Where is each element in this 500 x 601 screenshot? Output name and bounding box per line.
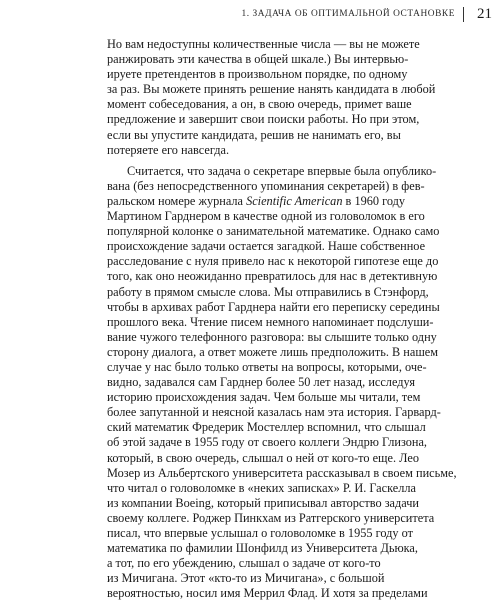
paragraph bbox=[107, 37, 436, 158]
text-line: своему коллеге. Роджер Пинкхам из Ратгерского университета bbox=[107, 510, 435, 525]
text-line: видно, задавался сам Гарднер более 50 лет назад, исследуя bbox=[107, 375, 415, 390]
text-line: предложение и завершит свои поиски работы. Но при этом, bbox=[107, 112, 420, 127]
text-line: который, в свою очередь, слышал о ней от кого-то еще. Лео bbox=[107, 450, 419, 465]
text-line: более запутанной и неясной казалась нам эта история. Гарвард- bbox=[107, 405, 441, 420]
text-line: Мозер из Альбертского университета рассказывал в своем письме, bbox=[107, 465, 457, 480]
text-line: а тот, по его убеждению, слышал о задаче от кого-то bbox=[107, 556, 381, 571]
text-line: ранжировать эти качества в общей шкале.) Вы интервью- bbox=[107, 52, 409, 67]
body-text bbox=[107, 37, 457, 601]
running-header bbox=[100, 3, 492, 25]
text-line: момент собеседования, а он, в свою очередь, примет ваше bbox=[107, 97, 412, 112]
text-line: писал, что впервые услышал о головоломке в 1955 году от bbox=[107, 526, 413, 540]
text-line: историю происхождения задач. Чем больше мы читали, тем bbox=[107, 390, 421, 405]
text-line: сторону диалога, а ответ можете лишь предположить. В нашем bbox=[107, 344, 439, 359]
text-line: потеряете его навсегда. bbox=[107, 142, 230, 157]
text-line: вание чужого телефонного разговора: вы слышите только одну bbox=[107, 329, 437, 344]
text-line: вероятностью, носил имя Меррил Флад. И хотя за пределами bbox=[107, 586, 428, 601]
text-line: ральском номере журнала Scientific American в 1960 году bbox=[107, 193, 406, 208]
text-line: вана (без непосредственного упоминания секретарей) в фев- bbox=[107, 178, 425, 193]
text-line: что читал о головоломке в «неких записках» Р. И. Гаскелла bbox=[107, 480, 416, 495]
text-line: прошлого века. Чтение писем немного напоминает подслуши- bbox=[107, 314, 434, 329]
magazine-title: Scientific American bbox=[246, 193, 343, 208]
text-line: Считается, что задача о секретаре впервые была опублико- bbox=[127, 163, 437, 178]
text-line: случае у нас было только ответы на вопросы, которыми, оче- bbox=[107, 359, 427, 374]
text-line: чтобы в архивах работ Гарднера найти его переписку середины bbox=[107, 299, 440, 314]
text-line: популярной колонке о занимательной математике. Однако само bbox=[107, 224, 440, 239]
text-line: математика по фамилии Шонфилд из Университета Дьюка, bbox=[107, 541, 418, 556]
text-line: из компании Boeing, который приписывал авторство задачи bbox=[107, 495, 420, 510]
text-line: расследование с нуля привело нас к некоторой гипотезе еще до bbox=[107, 254, 439, 269]
text-line: за раз. Вы можете принять решение нанять кандидата в любой bbox=[107, 82, 436, 97]
text-line: того, как оно неожиданно превратилось для нас в детективную bbox=[107, 269, 438, 284]
text-line: происхождение задачи остается загадкой. Наше собственное bbox=[107, 239, 426, 254]
text-line: работу в прямом смысле слова. Мы отправились в Стэнфорд, bbox=[107, 284, 429, 299]
text-line: ский математик Фредерик Мостеллер вспомнил, что слышал bbox=[107, 420, 426, 435]
page-number: 21 bbox=[477, 5, 492, 22]
text-line: ируете претендентов в произвольном порядке, по одному bbox=[107, 67, 408, 82]
chapter-title: 1. ЗАДАЧА ОБ ОПТИМАЛЬНОЙ ОСТАНОВКЕ bbox=[241, 9, 455, 19]
text-line: Мартином Гарднером в качестве одной из головоломок в его bbox=[107, 209, 425, 224]
paragraph bbox=[107, 163, 457, 601]
text-line: из Мичигана. Этот «кто-то из Мичигана», с большой bbox=[107, 571, 385, 586]
header-divider bbox=[463, 7, 464, 22]
text-line: Но вам недоступны количественные числа — вы не можете bbox=[107, 37, 420, 51]
text-line: об этой задаче в 1955 году от своего коллеги Эндрю Глизона, bbox=[107, 435, 427, 450]
text-line: если вы упустите кандидата, решив не нанимать его, вы bbox=[107, 127, 401, 142]
